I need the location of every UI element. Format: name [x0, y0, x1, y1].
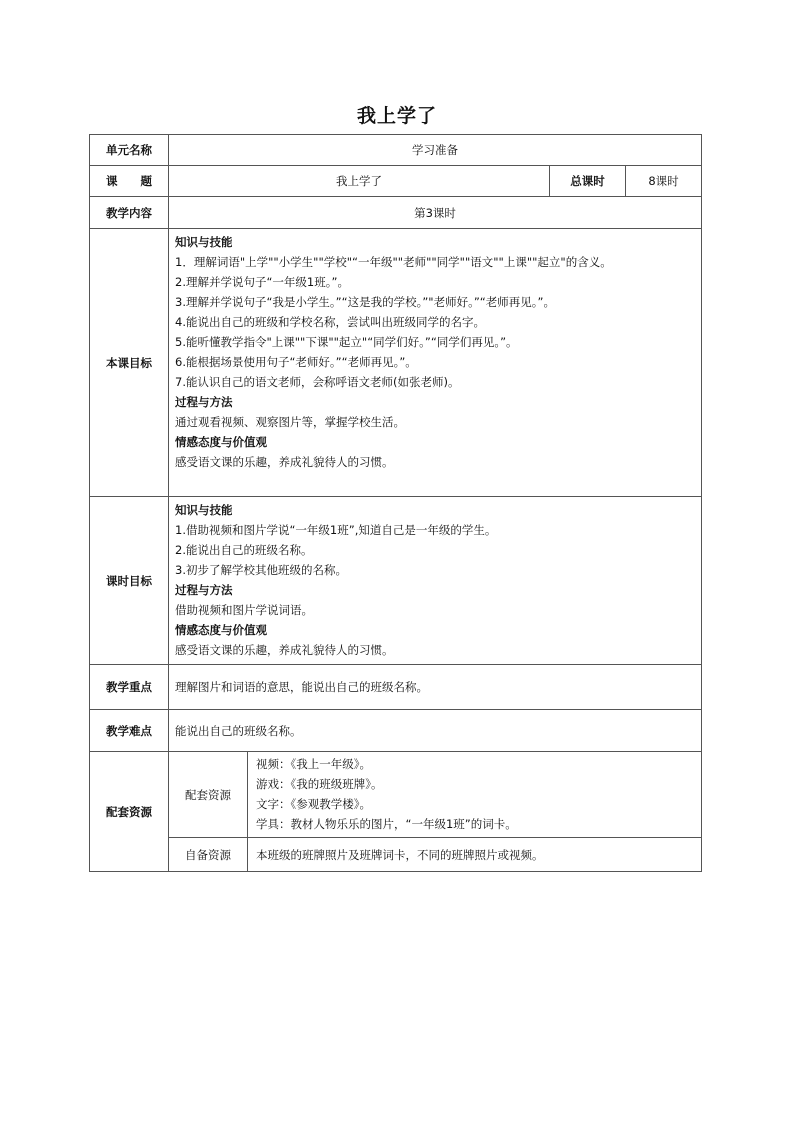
lesson-goal-item: 1.借助视频和图片学说“一年级1班”,知道自己是一年级的学生。 [175, 523, 497, 537]
lesson-goals-process-text: 借助视频和图片学说词语。 [175, 603, 313, 617]
bundled-resources-list [248, 752, 702, 838]
total-hours-label: 总课时 [550, 166, 626, 197]
lesson-goal-item: 3.初步了解学校其他班级的名称。 [175, 563, 347, 577]
difficulty-value: 能说出自己的班级名称。 [169, 710, 702, 752]
own-resources-row [90, 838, 702, 872]
content-label: 教学内容 [90, 197, 169, 229]
course-goal-item: 3.理解并学说句子“我是小学生。”“这是我的学校。”"老师好。”“老师再见。”。 [175, 295, 555, 309]
course-goals-attitude-text: 感受语文课的乐趣，养成礼貌待人的习惯。 [175, 455, 394, 469]
own-resources-label: 自备资源 [169, 838, 248, 872]
lesson-goals-heading-process: 过程与方法 [175, 583, 233, 597]
course-goal-item: 6.能根据场景使用句子“老师好。”“老师再见。”。 [175, 355, 417, 369]
topic-row [90, 166, 702, 197]
course-goal-item: 1．理解词语"上学""小学生""学校"“一年级""老师""同学""语文""上课""起立"的含义。 [175, 255, 612, 269]
total-hours-value: 8课时 [626, 166, 702, 197]
focus-value: 理解图片和词语的意思，能说出自己的班级名称。 [169, 665, 702, 710]
topic-label: 课 题 [90, 166, 169, 197]
unit-value: 学习准备 [169, 135, 702, 166]
lesson-goals-content [169, 497, 702, 665]
own-resources-value: 本班级的班牌照片及班牌词卡，不同的班牌照片或视频。 [248, 838, 702, 872]
difficulty-row [90, 710, 702, 752]
course-goals-content [169, 229, 702, 497]
course-goals-process-text: 通过观看视频、观察图片等，掌握学校生活。 [175, 415, 405, 429]
difficulty-label: 教学难点 [90, 710, 169, 752]
course-goals-row [90, 229, 702, 497]
lesson-goals-label: 课时目标 [90, 497, 169, 665]
unit-label: 单元名称 [90, 135, 169, 166]
bundled-resources-label: 配套资源 [169, 752, 248, 838]
focus-label: 教学重点 [90, 665, 169, 710]
resource-item: 文字：《参观教学楼》。 [256, 797, 371, 811]
unit-row [90, 135, 702, 166]
course-goal-item: 2.理解并学说句子“一年级1班。”。 [175, 275, 349, 289]
topic-value: 我上学了 [169, 166, 550, 197]
resources-row [90, 752, 702, 838]
course-goals-heading-attitude: 情感态度与价值观 [175, 435, 267, 449]
lesson-goals-heading-attitude: 情感态度与价值观 [175, 623, 267, 637]
course-goal-item: 7.能认识自己的语文老师，会称呼语文老师(如张老师)。 [175, 375, 460, 389]
lesson-plan-table [89, 134, 702, 872]
resource-item: 游戏：《我的班级班牌》。 [256, 777, 383, 791]
resource-item: 学具：教材人物乐乐的图片，“一年级1班”的词卡。 [256, 817, 517, 831]
resources-label: 配套资源 [90, 752, 169, 872]
course-goal-item: 4.能说出自己的班级和学校名称，尝试叫出班级同学的名字。 [175, 315, 485, 329]
focus-row [90, 665, 702, 710]
lesson-goals-attitude-text: 感受语文课的乐趣，养成礼貌待人的习惯。 [175, 643, 394, 657]
course-goals-heading-process: 过程与方法 [175, 395, 233, 409]
course-goal-item: 5.能听懂教学指令"上课""下课""起立"“同学们好。”“同学们再见。”。 [175, 335, 518, 349]
lesson-goals-row [90, 497, 702, 665]
resource-item: 视频：《我上一年级》。 [256, 757, 371, 771]
course-goals-heading-knowledge: 知识与技能 [175, 235, 233, 249]
content-row [90, 197, 702, 229]
content-value: 第3课时 [169, 197, 702, 229]
lesson-goals-heading-knowledge: 知识与技能 [175, 503, 233, 517]
document-title: 我上学了 [356, 105, 437, 127]
lesson-goal-item: 2.能说出自己的班级名称。 [175, 543, 313, 557]
course-goals-label: 本课目标 [90, 229, 169, 497]
